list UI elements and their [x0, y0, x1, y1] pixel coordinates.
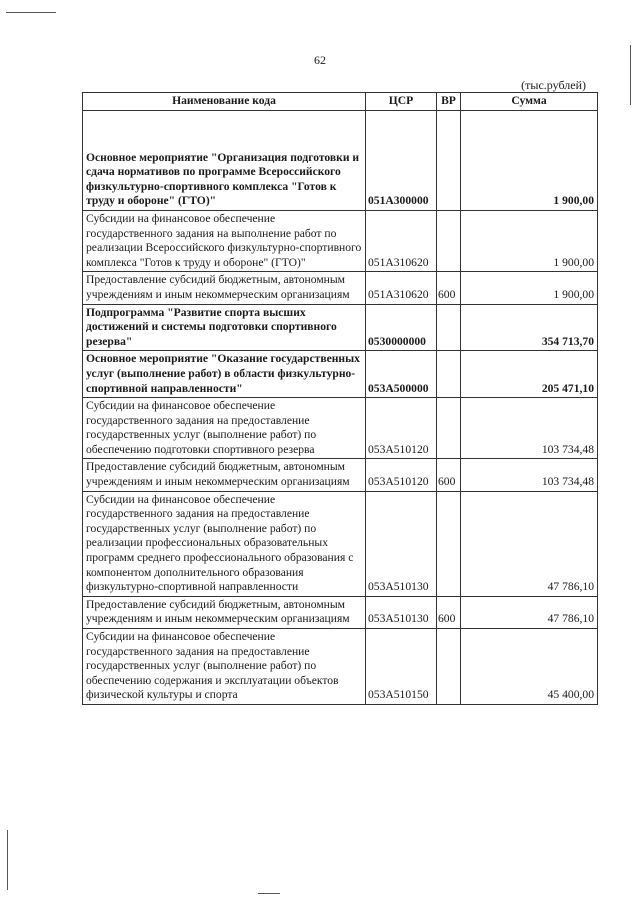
row-csr-code: 053A510120	[366, 459, 437, 491]
row-name: Субсидии на финансовое обеспечение государственного задания на предоставление государственных услуг (выполнение работ) по обеспечению подготовки спортивного резерва	[83, 398, 366, 459]
row-vr-code	[437, 110, 461, 210]
scan-mark-bottom	[258, 893, 280, 894]
row-vr-code: 600	[437, 459, 461, 491]
row-name: Предоставление субсидий бюджетным, автономным учреждениям и иным некоммерческим организациям	[83, 596, 366, 628]
row-sum: 103 734,48	[461, 398, 598, 459]
row-name: Субсидии на финансовое обеспечение государственного задания на предоставление государственных услуг (выполнение работ) по реализации профессиональных образовательных программ среднего профессионального образования с компонентом дополнительного образования физкультурно-спортивной направленности	[83, 491, 366, 596]
row-vr-code	[437, 304, 461, 351]
row-csr-code: 053A500000	[366, 351, 437, 398]
row-csr-code: 051A310620	[366, 272, 437, 304]
row-name: Подпрограмма "Развитие спорта высших достижений и системы подготовки спортивного резерва"	[83, 304, 366, 351]
page-number: 62	[314, 53, 326, 67]
table-row	[83, 398, 598, 459]
row-name: Субсидии на финансовое обеспечение государственного задания на выполнение работ по реализации Всероссийского физкультурно-спортивного комплекса "Готов к труду и обороне" (ГТО)"	[83, 210, 366, 271]
scan-mark-top-left	[6, 12, 56, 13]
row-name: Основное мероприятие "Оказание государственных услуг (выполнение работ) в области физкультурно-спортивной направленности"	[83, 351, 366, 398]
table-row	[83, 351, 598, 398]
header-name: Наименование кода	[83, 93, 366, 111]
row-sum: 205 471,10	[461, 351, 598, 398]
table-row	[83, 210, 598, 271]
budget-table	[82, 92, 598, 705]
row-csr-code: 053A510130	[366, 491, 437, 596]
row-name: Субсидии на финансовое обеспечение государственного задания на предоставление государственных услуг (выполнение работ) по обеспечению содержания и эксплуатации объектов физической культуры и спорта	[83, 629, 366, 705]
table-row	[83, 304, 598, 351]
row-csr-code: 051A310620	[366, 210, 437, 271]
row-sum: 45 400,00	[461, 629, 598, 705]
row-csr-code: 051A300000	[366, 110, 437, 210]
table-header-row	[83, 93, 598, 111]
table-body	[83, 110, 598, 704]
header-sum: Сумма	[461, 93, 598, 111]
table-row	[83, 110, 598, 210]
row-sum: 1 900,00	[461, 110, 598, 210]
row-csr-code: 053A510130	[366, 596, 437, 628]
scan-mark-left	[7, 830, 8, 890]
row-sum: 1 900,00	[461, 210, 598, 271]
table-row	[83, 459, 598, 491]
row-sum: 354 713,70	[461, 304, 598, 351]
row-vr-code	[437, 629, 461, 705]
units-label: (тыс.рублей)	[521, 78, 586, 92]
row-vr-code	[437, 398, 461, 459]
row-vr-code: 600	[437, 596, 461, 628]
header-csr: ЦСР	[366, 93, 437, 111]
row-sum: 47 786,10	[461, 596, 598, 628]
table-row	[83, 491, 598, 596]
header-vr: ВР	[437, 93, 461, 111]
row-csr-code: 053A510120	[366, 398, 437, 459]
row-csr-code: 053A510150	[366, 629, 437, 705]
row-vr-code: 600	[437, 272, 461, 304]
row-sum: 47 786,10	[461, 491, 598, 596]
row-vr-code	[437, 491, 461, 596]
row-sum: 1 900,00	[461, 272, 598, 304]
row-sum: 103 734,48	[461, 459, 598, 491]
table-row	[83, 629, 598, 705]
row-vr-code	[437, 351, 461, 398]
table-row	[83, 272, 598, 304]
table-row	[83, 596, 598, 628]
row-name: Основное мероприятие "Организация подготовки и сдача нормативов по программе Всероссийского физкультурно-спортивного комплекса "Готов к труду и обороне" (ГТО)"	[83, 110, 366, 210]
row-vr-code	[437, 210, 461, 271]
row-name: Предоставление субсидий бюджетным, автономным учреждениям и иным некоммерческим организациям	[83, 459, 366, 491]
scan-mark-right	[630, 45, 631, 105]
row-csr-code: 0530000000	[366, 304, 437, 351]
row-name: Предоставление субсидий бюджетным, автономным учреждениям и иным некоммерческим организациям	[83, 272, 366, 304]
